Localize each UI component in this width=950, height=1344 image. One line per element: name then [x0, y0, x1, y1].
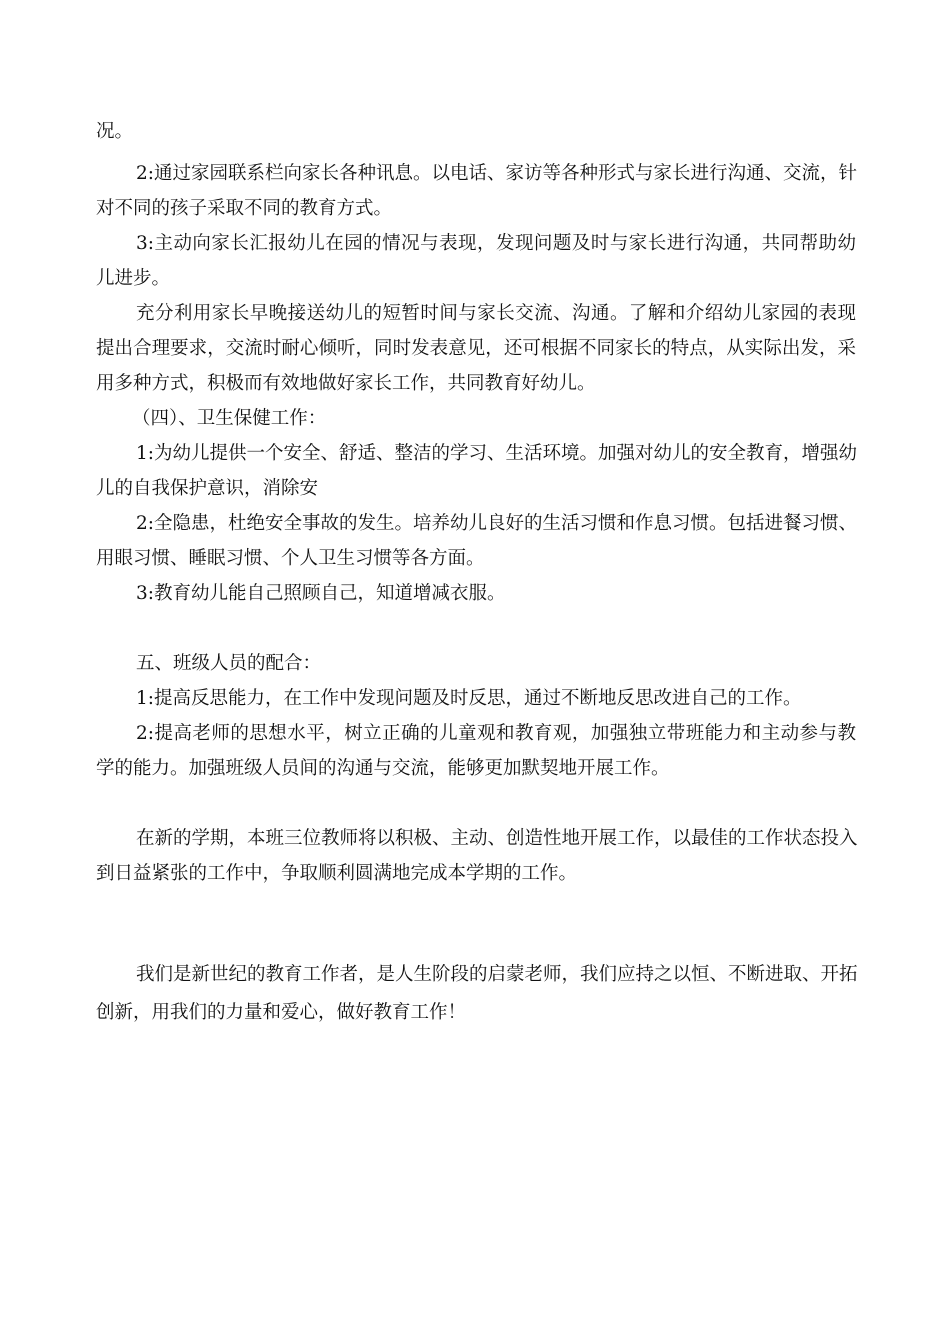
text-line: 2:全隐患，杜绝安全事故的发生。培养幼儿良好的生活习惯和作息习惯。包括进餐习惯、 [136, 513, 858, 534]
text-line: 况。 [96, 121, 134, 142]
text-line: 创新，用我们的力量和爱心，做好教育工作！ [96, 1002, 467, 1023]
text-line: 2:通过家园联系栏向家长各种讯息。以电话、家访等各种形式与家长进行沟通、交流，针 [136, 163, 858, 184]
text-line: 儿进步。 [96, 268, 171, 289]
section-heading: （四）、卫生保健工作： [132, 408, 327, 429]
text-line: 充分利用家长早晚接送幼儿的短暂时间与家长交流、沟通。了解和介绍幼儿家园的表现 [136, 303, 856, 324]
text-line: 儿的自我保护意识，消除安 [96, 478, 319, 499]
text-line: 1:提高反思能力，在工作中发现问题及时反思，通过不断地反思改进自己的工作。 [136, 688, 802, 709]
section-heading: 五、班级人员的配合： [136, 653, 322, 674]
text-line: 到日益紧张的工作中，争取顺利圆满地完成本学期的工作。 [96, 863, 578, 884]
text-line: 我们是新世纪的教育工作者，是人生阶段的启蒙老师，我们应持之以恒、不断进取、开拓 [136, 964, 858, 985]
text-line: 在新的学期，本班三位教师将以积极、主动、创造性地开展工作，以最佳的工作状态投入 [136, 828, 858, 849]
text-line: 3:主动向家长汇报幼儿在园的情况与表现，发现问题及时与家长进行沟通，共同帮助幼 [136, 233, 856, 254]
text-line: 用多种方式，积极而有效地做好家长工作，共同教育好幼儿。 [96, 373, 596, 394]
text-line: 1:为幼儿提供一个安全、舒适、整洁的学习、生活环境。加强对幼儿的安全教育，增强幼 [136, 443, 858, 464]
text-line: 用眼习惯、睡眠习惯、个人卫生习惯等各方面。 [96, 548, 485, 569]
text-line: 提出合理要求，交流时耐心倾听，同时发表意见，还可根据不同家长的特点，从实际出发，采 [96, 338, 856, 359]
text-line: 对不同的孩子采取不同的教育方式。 [96, 198, 393, 219]
text-line: 2:提高老师的思想水平，树立正确的儿童观和教育观，加强独立带班能力和主动参与教 [136, 723, 856, 744]
text-line: 3:教育幼儿能自己照顾自己，知道增减衣服。 [136, 583, 506, 604]
text-line: 学的能力。加强班级人员间的沟通与交流，能够更加默契地开展工作。 [96, 758, 670, 779]
